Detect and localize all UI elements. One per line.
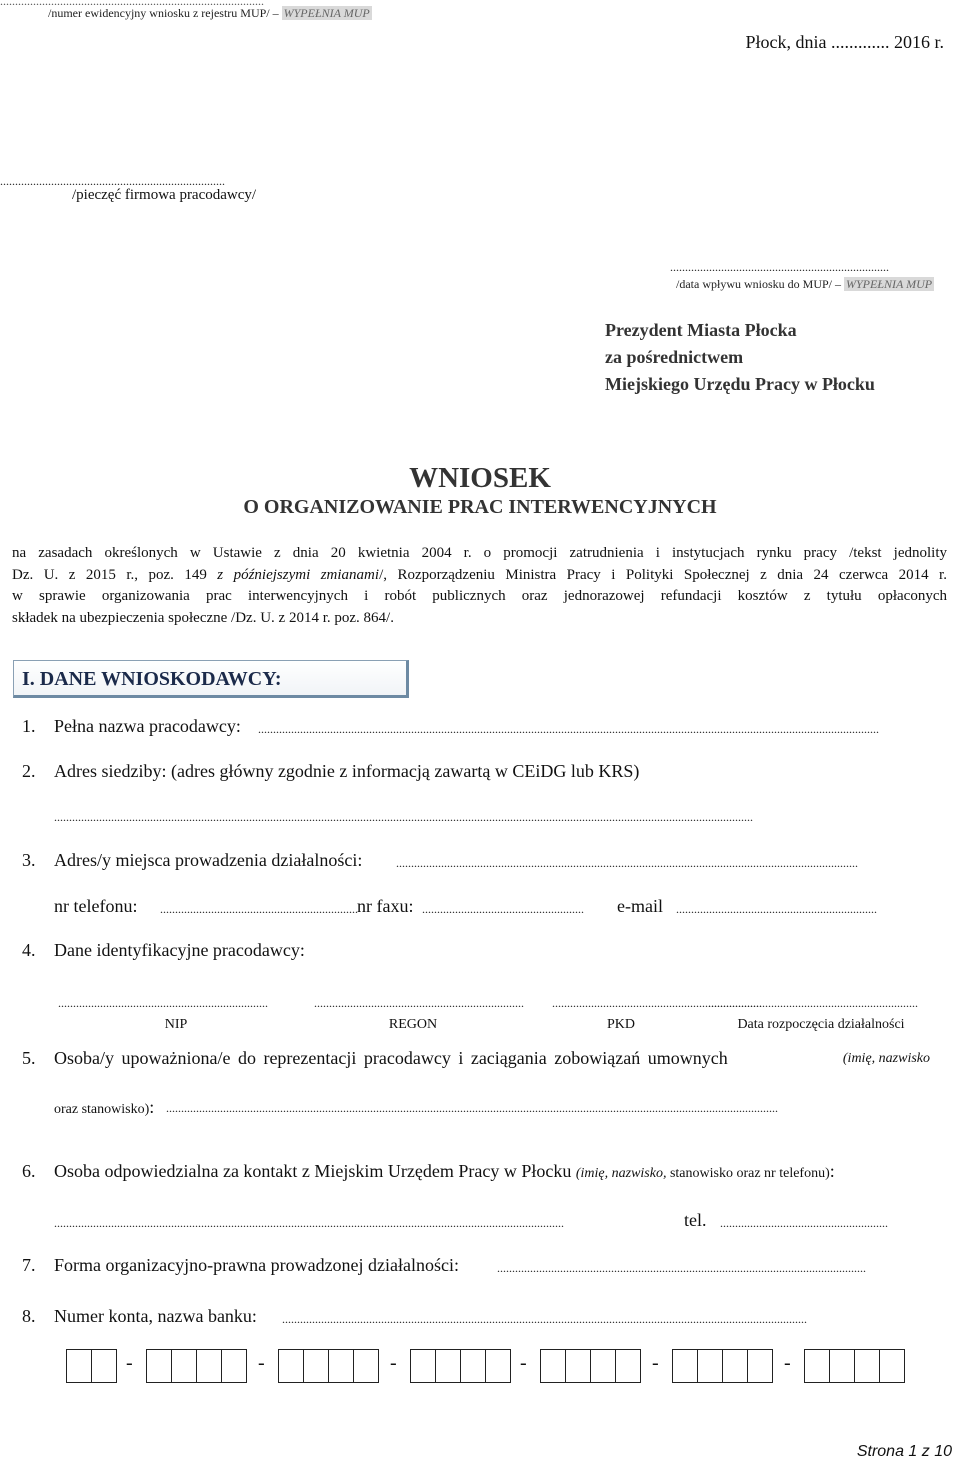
phone-label: nr telefonu: — [54, 896, 138, 916]
company-stamp-label: /pieczęć firmowa pracodawcy/ — [72, 187, 257, 203]
nip-field[interactable]: ...................................................................... — [58, 996, 268, 1010]
item-3-label: Adres/y miejsca prowadzenia działalności: — [54, 850, 363, 870]
legal-basis-line-1: na zasadach określonych w Ustawie z dnia 20 kwietnia 2004 r. o promocji zatrudnienia i instytucjach rynku pracy /tekst jednolity — [12, 545, 947, 561]
account-digit-box[interactable] — [747, 1349, 773, 1383]
item-3-number: 3. — [22, 850, 36, 870]
account-digit-box[interactable] — [303, 1349, 329, 1383]
nip-caption: NIP — [164, 1017, 188, 1032]
legal-basis-paragraph — [12, 543, 947, 629]
place-and-date[interactable]: Płock, dnia ............. 2016 r. — [745, 32, 944, 52]
page-number: Strona 1 z 10 — [856, 1443, 952, 1460]
item-5-hint: (imię, nazwisko — [842, 1051, 930, 1066]
account-digit-box[interactable] — [829, 1349, 855, 1383]
account-group-6[interactable] — [672, 1349, 772, 1385]
pkd-field[interactable]: ...................................................................... — [552, 996, 762, 1010]
item-2-number: 2. — [22, 761, 36, 781]
account-separator: - — [126, 1352, 133, 1374]
account-separator: - — [258, 1352, 265, 1374]
email-field[interactable]: ................................................................... — [676, 902, 877, 916]
legal-basis-amendments: z późniejszymi zmianami — [217, 566, 380, 583]
item-5-hint-text: oraz stanowisko) — [54, 1102, 150, 1117]
regon-field[interactable]: ...................................................................... — [314, 996, 524, 1010]
item-8-label: Numer konta, nazwa banku: — [54, 1306, 257, 1326]
account-group-2[interactable] — [146, 1349, 246, 1385]
pkd-caption: PKD — [606, 1017, 635, 1032]
start-date-caption: Data rozpoczęcia działalności — [737, 1017, 905, 1032]
item-2-label: Adres siedziby: (adres główny zgodnie z informacją zawartą w CEiDG lub KRS) — [54, 761, 640, 781]
legal-basis-ref: Dz. U. z 2015 r., poz. 149 — [12, 566, 218, 583]
legal-basis-line-3: w sprawie organizowania prac interwencyjnych i robót publicznych oraz jednorazowej refundacji kosztów z tytułu opłaconych — [12, 588, 947, 604]
item-4-label: Dane identyfikacyjne pracodawcy: — [54, 940, 305, 960]
account-group-1[interactable] — [66, 1349, 116, 1385]
item-6-colon: : — [829, 1161, 835, 1181]
account-digit-box[interactable] — [804, 1349, 830, 1383]
account-digit-box[interactable] — [328, 1349, 354, 1383]
filled-by-mup-tag: WYPEŁNIA MUP — [283, 6, 370, 20]
item-7-label: Forma organizacyjno-prawna prowadzonej działalności: — [54, 1255, 460, 1275]
representative-field[interactable]: ............................................................................................................................................................................................................ — [166, 1101, 778, 1115]
item-8-number: 8. — [22, 1306, 36, 1326]
contact-tel-label: tel. — [684, 1210, 707, 1230]
account-digit-box[interactable] — [146, 1349, 172, 1383]
account-digit-box[interactable] — [485, 1349, 511, 1383]
account-digit-box[interactable] — [196, 1349, 222, 1383]
legal-form-field[interactable]: ........................................................................................................................... — [497, 1261, 866, 1275]
item-5-number: 5. — [22, 1048, 36, 1068]
addressee-line-2: za pośrednictwem — [605, 347, 744, 367]
phone-field[interactable]: .................................................................. — [160, 902, 358, 916]
headquarters-address-field[interactable]: ......................................................................................................................................................................................................................................... — [54, 810, 753, 824]
item-5-hint-cont — [54, 1097, 154, 1118]
item-5-label — [54, 1048, 930, 1069]
account-group-4[interactable] — [410, 1349, 510, 1385]
contact-person-field[interactable]: .......................................................................................................................................................................... — [54, 1216, 564, 1230]
account-digit-box[interactable] — [565, 1349, 591, 1383]
account-digit-box[interactable] — [672, 1349, 698, 1383]
regon-caption: REGON — [388, 1017, 438, 1032]
legal-basis-regulation: /, Rozporządzeniu Ministra Pracy i Polityki Społecznej z dnia 24 czerwca 2014 r. — [379, 566, 947, 583]
contact-tel-field[interactable]: ........................................................ — [720, 1216, 888, 1230]
account-digit-box[interactable] — [460, 1349, 486, 1383]
start-date-field[interactable]: ...................................................................... — [708, 996, 918, 1010]
account-digit-box[interactable] — [615, 1349, 641, 1383]
fax-field[interactable]: ...................................................... — [422, 902, 584, 916]
receipt-date-dots[interactable]: ......................................................................... — [670, 260, 889, 274]
item-5-colon: : — [149, 1097, 155, 1117]
account-digit-box[interactable] — [697, 1349, 723, 1383]
item-1-number: 1. — [22, 716, 36, 736]
document-title: WNIOSEK — [409, 462, 551, 494]
account-digit-box[interactable] — [410, 1349, 436, 1383]
item-6-hint-name: (imię, — [575, 1166, 609, 1181]
account-separator: - — [652, 1352, 659, 1374]
item-6-text: Osoba odpowiedzialna za kontakt z Miejskim Urzędem Pracy w Płocku — [54, 1161, 572, 1181]
item-7-number: 7. — [22, 1255, 36, 1275]
item-6-number: 6. — [22, 1161, 36, 1181]
account-digit-box[interactable] — [722, 1349, 748, 1383]
document-subtitle: O ORGANIZOWANIE PRAC INTERWENCYJNYCH — [243, 496, 717, 518]
account-digit-box[interactable] — [590, 1349, 616, 1383]
item-6-hint-rest: stanowisko oraz nr telefonu) — [669, 1166, 830, 1181]
item-6-hint-surname: nazwisko, — [611, 1166, 667, 1181]
account-digit-box[interactable] — [435, 1349, 461, 1383]
business-address-field[interactable]: .......................................................................................................................................................... — [396, 856, 858, 870]
item-6-label — [54, 1161, 835, 1182]
account-separator: - — [520, 1352, 527, 1374]
receipt-date-text: /data wpływu wniosku do MUP/ – — [676, 277, 841, 291]
account-separator: - — [784, 1352, 791, 1374]
email-label: e-mail — [617, 896, 663, 916]
addressee-line-3: Miejskiego Urzędu Pracy w Płocku — [605, 374, 875, 394]
receipt-date-label — [676, 277, 934, 292]
account-digit-box[interactable] — [171, 1349, 197, 1383]
account-digit-box[interactable] — [540, 1349, 566, 1383]
account-digit-box[interactable] — [278, 1349, 304, 1383]
item-6-hint — [576, 1166, 830, 1181]
account-group-3[interactable] — [278, 1349, 378, 1385]
receipt-filled-by-mup-tag: WYPEŁNIA MUP — [846, 277, 933, 291]
account-digit-box[interactable] — [221, 1349, 247, 1383]
account-digit-box[interactable] — [66, 1349, 92, 1383]
account-digit-box[interactable] — [854, 1349, 880, 1383]
account-group-7[interactable] — [804, 1349, 904, 1385]
legal-basis-line-4: składek na ubezpieczenia społeczne /Dz. U. z 2014 r. poz. 864/. — [12, 609, 394, 626]
item-4-number: 4. — [22, 940, 36, 960]
addressee-line-1: Prezydent Miasta Płocka — [605, 320, 797, 340]
account-digit-box[interactable] — [879, 1349, 905, 1383]
registry-number-text: /numer ewidencyjny wniosku z rejestru MUP/ – — [48, 6, 279, 20]
account-separator: - — [390, 1352, 397, 1374]
bank-name-field[interactable]: ............................................................................................................................................................................... — [282, 1312, 807, 1326]
employer-name-field[interactable]: ............................................................................................................................................................................................................... — [258, 722, 879, 736]
top-dots: ........................................................................................ — [0, 0, 264, 8]
section-header-label: I. DANE WNIOSKODAWCY: — [22, 668, 282, 690]
account-digit-box[interactable] — [353, 1349, 379, 1383]
fax-label: nr faxu: — [357, 896, 414, 916]
item-1-label: Pełna nazwa pracodawcy: — [54, 716, 241, 736]
legal-basis-line-2 — [12, 565, 947, 587]
account-digit-box[interactable] — [91, 1349, 117, 1383]
registry-number-label — [48, 6, 372, 21]
stamp-dots[interactable]: ........................................................................... — [0, 174, 225, 188]
account-group-5[interactable] — [540, 1349, 640, 1385]
item-5-text: Osoba/y upoważniona/e do reprezentacji pracodawcy i zaciągania zobowiązań umownych — [54, 1048, 728, 1068]
